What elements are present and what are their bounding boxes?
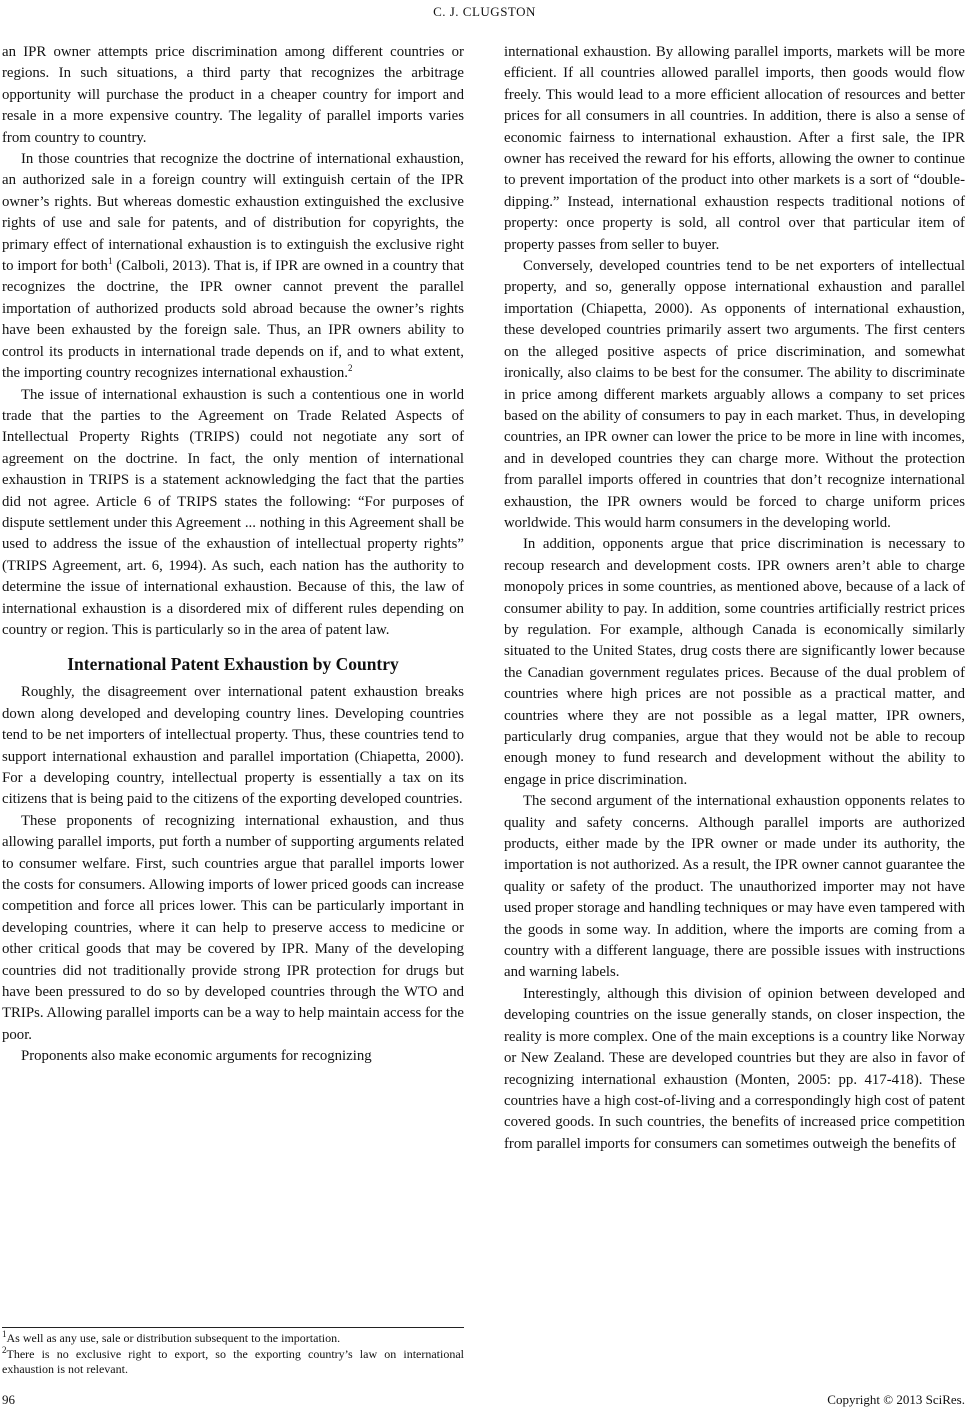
left-column — [2, 42, 464, 1068]
footnote-number: 1 — [2, 1329, 7, 1339]
paragraph-text: (Calboli, 2013). That is, if IPR are owned in a country that recognizes the doctrine, the IPR owner cannot prevent the parallel importation of authorized products sold abroad because the owner’s rights have been exhausted by the foreign sale. Thus, an IPR owners ability to control its products in international trade depends on if, and to what extent, the importing country recognizes international exhaustion. — [2, 258, 465, 382]
paragraph: Conversely, developed countries tend to be net exporters of intellectual property, and so, generally oppose international exhaustion and parallel importation (Chiapetta, 2000). As opponents of international exhaustion, these developed countries primarily assert two arguments. The first centers on the alleged positive aspects of price discrimination, and somewhat ironically, also claims to be best for the consumer. The ability to discriminate in price among different markets arguably allows a company to set prices based on the ability of consumers to pay in each market. Thus, in developing countries, an IPR owner can lower the price to be more in line with incomes, and in developed countries they can charge more. Without the protection from parallel imports offered in countries that don’t recognize international exhaustion, the IPR owners would be forced to charge uniform prices worldwide. This would harm consumers in the developing world. — [504, 258, 965, 531]
running-header: C. J. CLUGSTON — [433, 4, 536, 19]
footnote — [2, 1331, 464, 1346]
footnote-marker[interactable]: 2 — [348, 363, 353, 374]
footnotes — [2, 1327, 464, 1378]
paragraph: Roughly, the disagreement over international patent exhaustion breaks down along developed and developing country lines. Developing countries tend to be net importers of intellectual property. Thus, these countries tend to support international exhaustion and parallel importation (Chiapetta, 2000). For a developing country, intellectual property is essentially a tax on its citizens that is being paid to the citizens of the exporting developed countries. — [2, 684, 464, 808]
footnote-text: As well as any use, sale or distribution subsequent to the importation. — [6, 1331, 341, 1345]
copyright-notice: Copyright © 2013 SciRes. — [827, 1392, 965, 1407]
section-heading: International Patent Exhaustion by Country — [67, 654, 399, 675]
footnote-text: There is no exclusive right to export, so the exporting country’s law on international exhaustion is not relevant. — [2, 1347, 464, 1376]
paragraph: an IPR owner attempts price discrimination among different countries or regions. In such situations, a third party that recognizes the arbitrage opportunity will purchase the product in a cheaper country for import and resale in a more expensive country. The legality of parallel imports varies from country to country. — [2, 44, 464, 146]
right-column — [504, 42, 965, 1155]
paragraph: These proponents of recognizing international exhaustion, and thus allowing parallel imports, put forth a number of supporting arguments related to consumer welfare. First, such countries argue that parallel imports lower the costs for consumers. Allowing imports of lower priced goods can increase competition and force all prices lower. This can be particularly important in developing countries, where it can help to preserve access to medicine or other critical goods that may be covered by IPR. Many of the developing countries did not traditionally provide strong IPR protection for drugs but have been pressured to do so by developed countries through the WTO and TRIPs. Allowing parallel imports can be a way to help maintain access for the poor. — [2, 812, 464, 1043]
paragraph: The issue of international exhaustion is such a contentious one in world trade that the parties to the Agreement on Trade Related Aspects of Intellectual Property Rights (TRIPS) could not negotiate any sort of agreement on the doctrine. In fact, the only mention of international exhaustion in TRIPS is a statement acknowledging the fact that the parties did not agree. Article 6 of TRIPS states the following: “For purposes of dispute settlement under this Agreement ... nothing in this Agreement shall be used to address the issue of the exhaustion of intellectual property rights” (TRIPS Agreement, art. 6, 1994). As such, each nation has the authority to determine the issue of international exhaustion. Because of this, the law of international exhaustion is a disordered mix of different rules depending on country or region. This is particularly so in the area of patent law. — [2, 386, 464, 638]
paragraph: In addition, opponents argue that price discrimination is necessary to recoup research and development costs. IPR owners aren’t able to charge monopoly prices in some countries, as mentioned above, because of a lack of consumer ability to pay. In addition, some countries artificially restrict prices by regulation. For example, although Canada is economically similarly situated to the United States, drug costs there are significantly lower because the Canadian government regulates prices. Because of the dual problem of countries where high prices are not possible as a practical matter, and countries where they are not possible as a legal matter, IPR owners, particularly drug companies, argue that they would not be able to recoup enough money to fund research and development without the ability to engage in price discrimination. — [504, 536, 965, 788]
footnote-number: 2 — [2, 1345, 7, 1355]
paragraph: Proponents also make economic arguments for recognizing — [21, 1048, 372, 1065]
paragraph: The second argument of the international exhaustion opponents relates to quality and safety concerns. Although parallel imports are authorized products, either made by the IPR owner or made under its authority, the importation is not authorized. As a result, the IPR owner cannot guarantee the quality or safety of the product. The unauthorized importer may not have used proper storage and handling techniques or may have even tampered with the goods in some way. In addition, where the imports are coming from a country with a different language, there are possible issues with instructions and warning labels. — [504, 793, 965, 981]
paragraph — [2, 149, 464, 384]
paragraph: international exhaustion. By allowing parallel imports, markets will be more efficient. If all countries allowed parallel imports, then goods would flow freely. This would lead to a more efficient allocation of resources and better prices for all consumers in all countries. In addition, there is also a sense of economic fairness to international exhaustion. After a first sale, the IPR owner has received the reward for his efforts, allowing the owner to continue to prevent importation of the product into other markets is a sort of “double-dipping.” Instead, international exhaustion respects traditional notions of property: once property is sold, all control over that particular item of property passes from seller to buyer. — [504, 44, 965, 253]
page-number: 96 — [2, 1392, 15, 1407]
paragraph-text: In those countries that recognize the doctrine of international exhaustion, an authorized sale in a foreign country will extinguish certain of the IPR owner’s rights. But whereas domestic exhaustion extinguished the exclusive rights of use and sale for patents, and of distribution for copyrights, the primary effect of international exhaustion is to extinguish the exclusive right to import for both — [2, 151, 464, 275]
footnote — [2, 1347, 464, 1377]
paragraph: Interestingly, although this division of opinion between developed and developing countries on the issue generally stands, on closer inspection, the reality is more complex. One of the main exceptions is a country like Norway or New Zealand. These are developed countries but they are also in favor of recognizing international exhaustion (Monten, 2005: pp. 417-418). These countries have a high cost-of-living and a correspondingly high cost of patent covered goods. In such countries, the benefits of increased price competition from parallel imports for consumers can sometimes outweigh the benefits of — [504, 985, 965, 1152]
footnote-marker[interactable]: 1 — [107, 256, 113, 267]
